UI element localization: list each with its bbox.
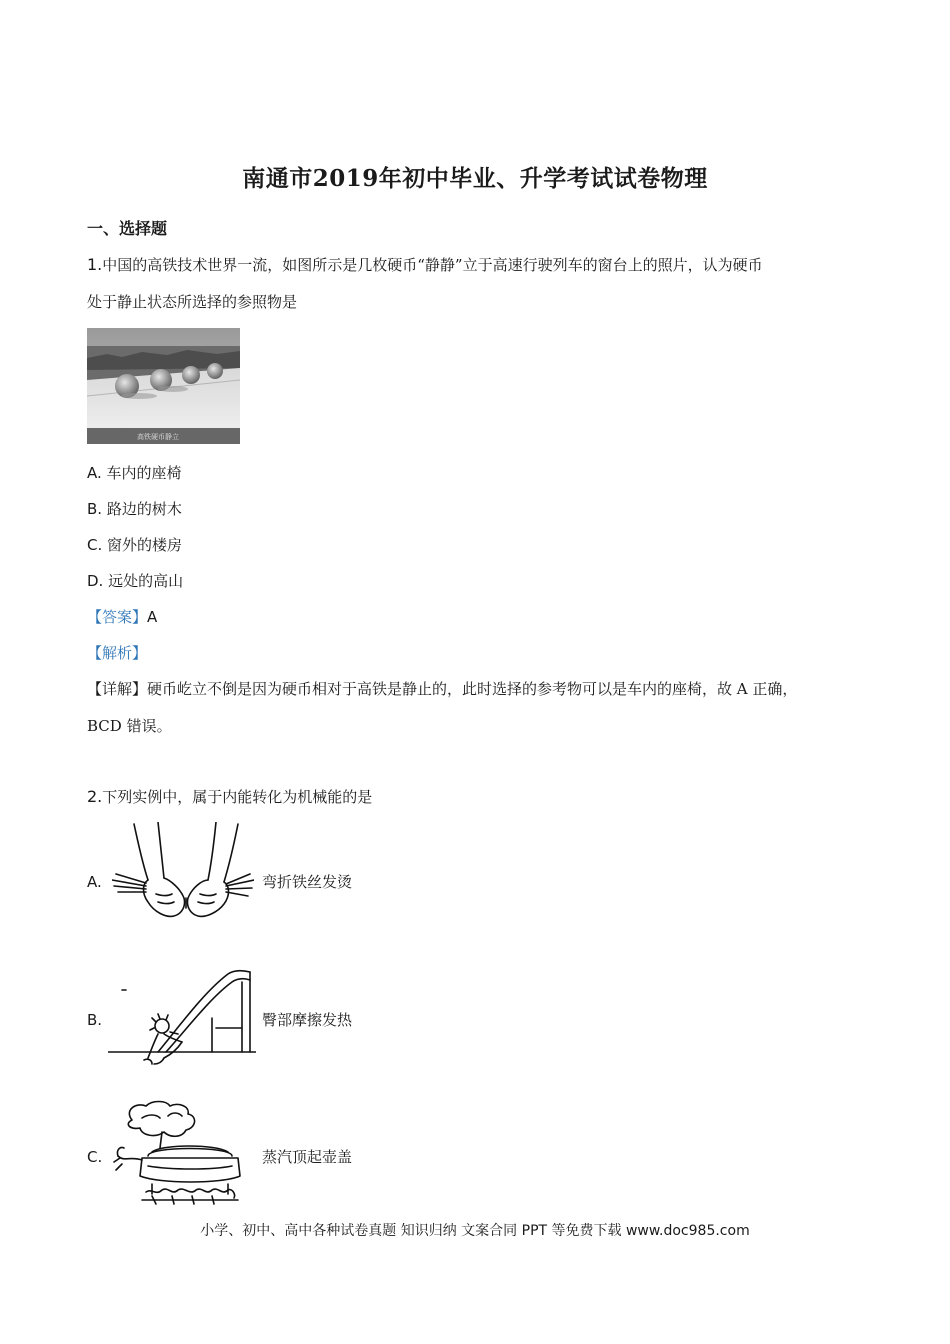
q2-option-a-letter[interactable]: A. [87, 873, 102, 891]
page-title: 南通市2019年初中毕业、升学考试试卷物理 [242, 165, 708, 192]
analysis-label: 【解析】 [87, 644, 148, 662]
answer-value: A [147, 608, 158, 626]
q2-option-c-text: 蒸汽顶起壶盖 [262, 1148, 353, 1166]
option-text: 远处的高山 [108, 572, 184, 590]
question-number: 1. [87, 255, 103, 274]
option-d[interactable] [87, 571, 183, 591]
option-letter: C. [87, 536, 103, 554]
option-text: 车内的座椅 [106, 464, 182, 482]
question-1-line-1 [87, 255, 763, 275]
q2-option-b-letter[interactable]: B. [87, 1011, 103, 1029]
steam-kettle-icon [112, 1100, 258, 1210]
answer-label: 【答案】 [87, 608, 148, 626]
question-number: 2. [87, 787, 103, 806]
detail-text: 硬币屹立不倒是因为硬币相对于高铁是静止的，此时选择的参考物可以是车内的座椅，故 A 正确， [147, 680, 798, 698]
coins-on-windowsill-photo [87, 328, 240, 444]
question-text: 中国的高铁技术世界一流，如图所示是几枚硬币“静静”立于高速行驶列车的窗台上的照片，认为硬币 [102, 256, 763, 274]
photo-caption: 高铁硬币静立 [137, 433, 179, 441]
option-a[interactable] [87, 463, 182, 483]
option-b[interactable] [87, 499, 182, 519]
bending-wire-hands-icon [112, 822, 254, 934]
answer-line [87, 607, 157, 627]
section-heading: 一、选择题 [87, 219, 168, 238]
option-letter: A. [87, 464, 102, 482]
q2-option-c-letter[interactable]: C. [87, 1148, 103, 1166]
question-2-stem [87, 787, 372, 807]
option-text: 路边的树木 [106, 500, 182, 518]
q2-option-b-text: 臀部摩擦发热 [262, 1011, 353, 1029]
option-c[interactable] [87, 535, 182, 555]
detail-label: 【详解】 [87, 680, 148, 698]
question-1-line-2: 处于静止状态所选择的参照物是 [87, 293, 298, 311]
detail-line-1 [87, 679, 797, 699]
q2-option-a-text: 弯折铁丝发烫 [262, 873, 353, 891]
option-letter: D. [87, 572, 104, 590]
detail-line-2: BCD 错误。 [87, 717, 172, 735]
child-on-slide-icon [108, 968, 256, 1068]
question-text: 下列实例中，属于内能转化为机械能的是 [102, 788, 373, 806]
option-text: 窗外的楼房 [107, 536, 183, 554]
page-footer: 小学、初中、高中各种试卷真题 知识归纳 文案合同 PPT 等免费下载 www.doc985.com [200, 1223, 750, 1239]
option-letter: B. [87, 500, 103, 518]
